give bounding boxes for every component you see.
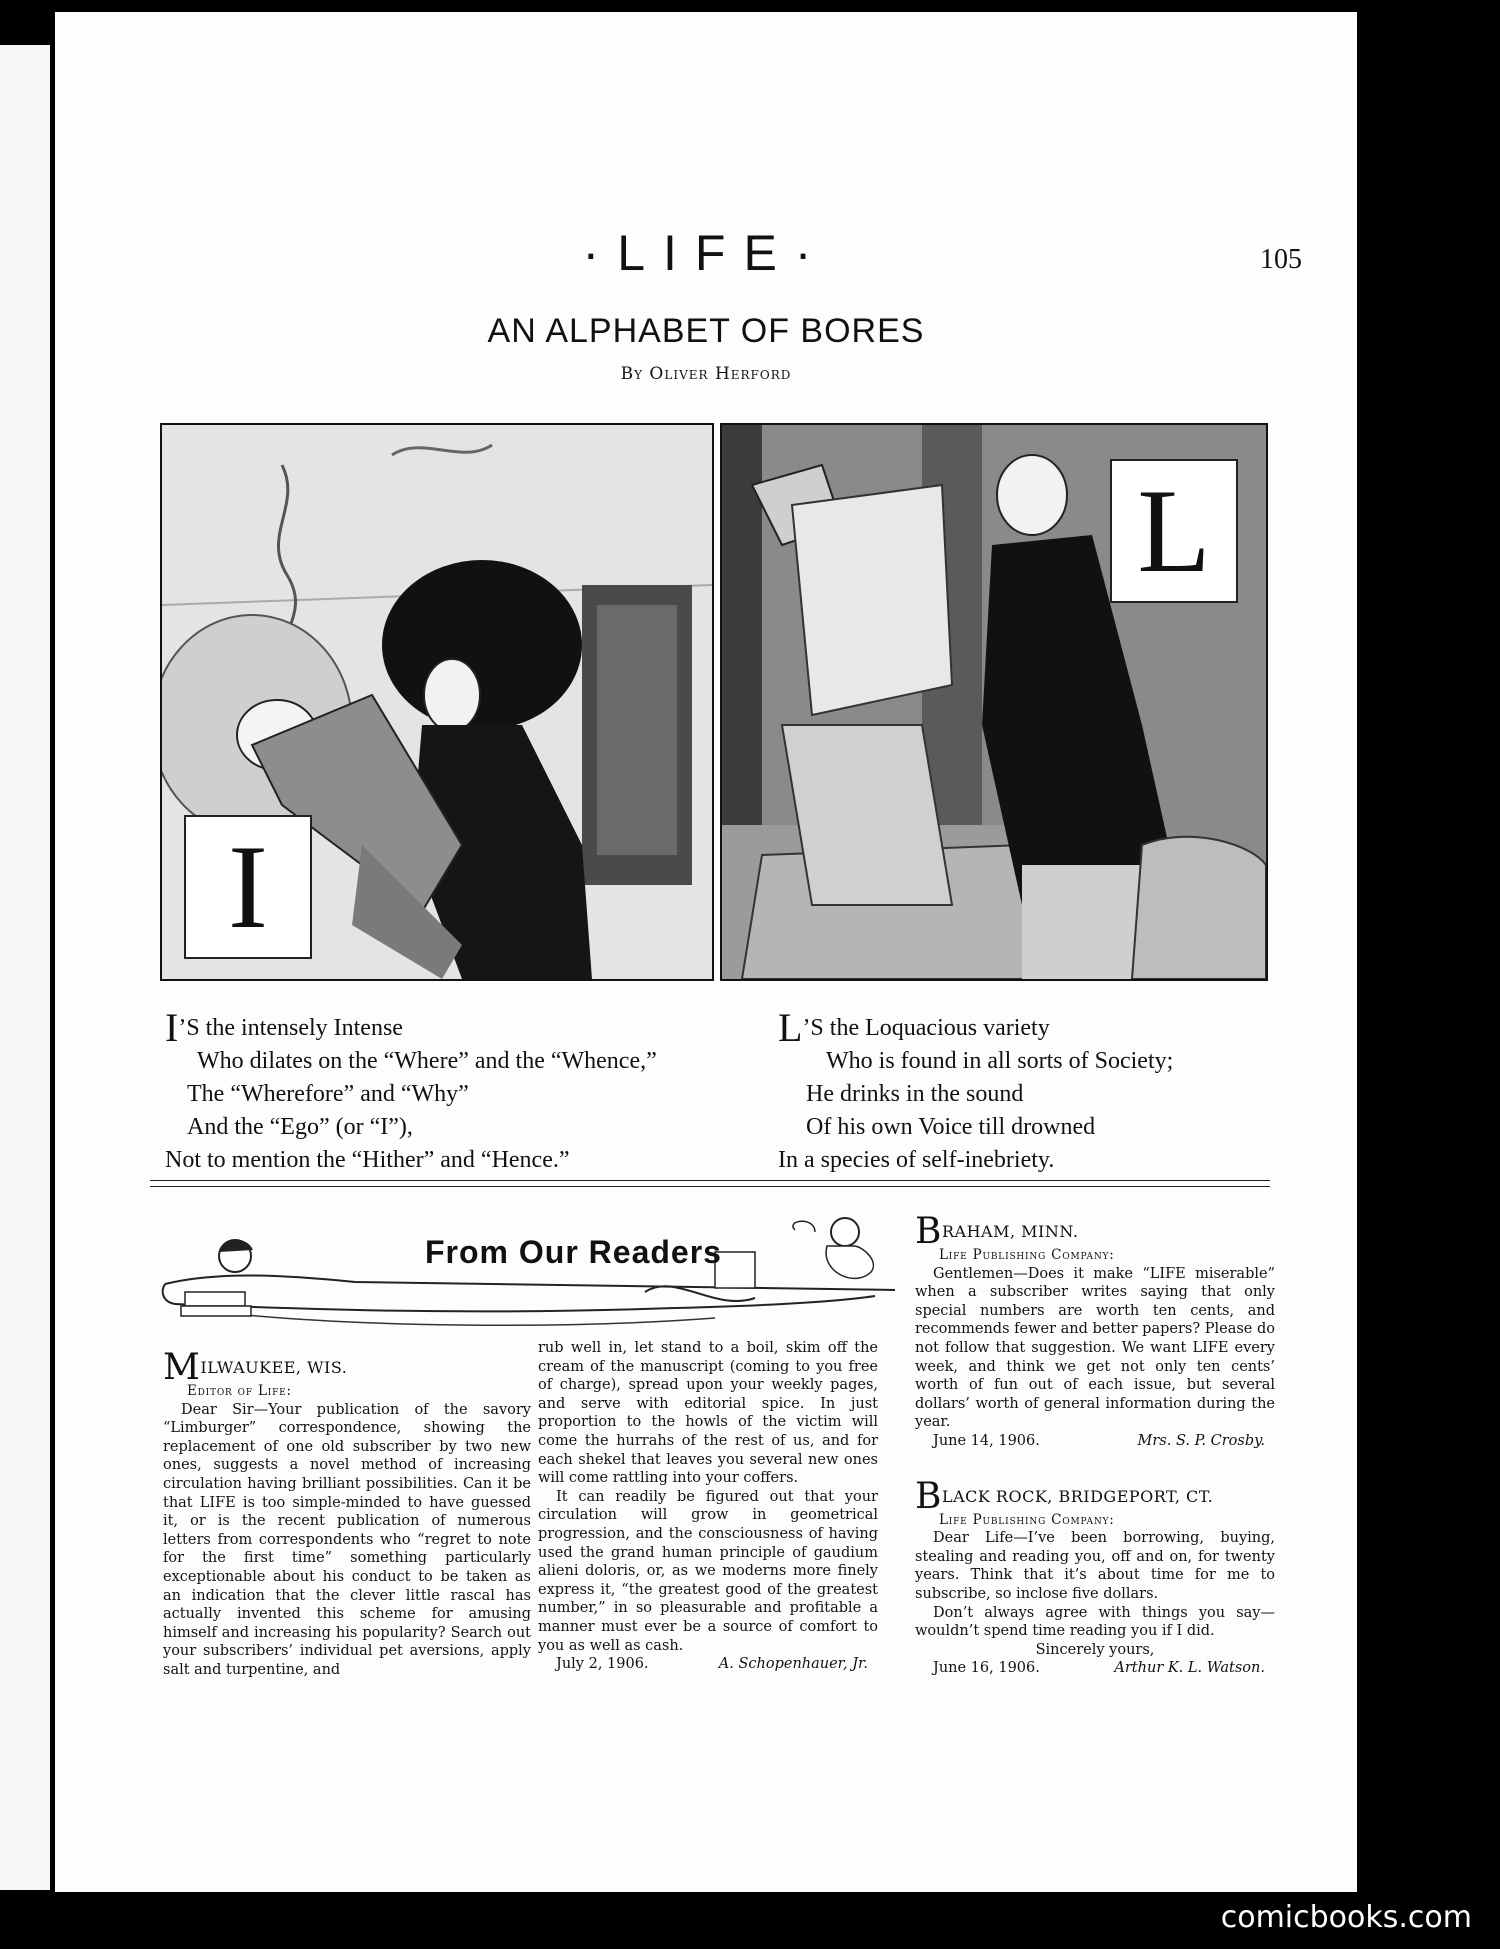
letter-date: June 14, 1906. (933, 1432, 1040, 1449)
letter-body: Don’t always agree with things you say—wouldn’t spend time reading you if I did. (915, 1604, 1275, 1640)
verse-line: He drinks in the sound (806, 1081, 1024, 1107)
previous-page-edge (0, 45, 50, 1890)
letter-body: Gentlemen—Does it make “LIFE miserable” when a subscriber writes saying that only special numbers are worth ten cents, and recommends fewer and better papers? Please do not follow that suggestion. We want LIFE every week, and think we get not only ten cents’ worth of fun out of each issue, but several dollars’ worth of general information during the year. (915, 1265, 1275, 1431)
verse-line: Not to mention the “Hither” and “Hence.” (165, 1147, 570, 1173)
verse-line: The “Wherefore” and “Why” (187, 1081, 469, 1107)
letter-milwaukee-continued (538, 1339, 878, 1674)
letter-signature: Arthur K. L. Watson. (1114, 1660, 1265, 1677)
letter-signature-line (915, 1432, 1275, 1451)
letter-body: It can readily be figured out that your circulation will grow in geometrical progression, and the consciousness of having used the grand human principle of gaudium alieni doloris, or, as we moderns more finely express it, “the greatest good of the greatest number,” in so pleasurable and profitable a manner must ever be a source of comfort to you as well as cash. (538, 1488, 878, 1654)
dateline-place: ILWAUKEE, WIS. (200, 1358, 348, 1377)
illustration-l-panel (720, 423, 1268, 981)
verse-line: In a species of self-inebriety. (778, 1147, 1055, 1173)
dateline-initial: B (915, 1475, 942, 1517)
verse-line: Who is found in all sorts of Society; (826, 1048, 1174, 1074)
readers-heading: From Our Readers (425, 1234, 722, 1270)
letter-date: July 2, 1906. (556, 1656, 649, 1673)
watermark: comicbooks.com (1211, 1896, 1482, 1939)
letter-body: Dear Life—I’ve been borrowing, buying, stealing and reading you, off and on, for twenty years. Think that it’s about time for me to subscribe, so inclose five dollars. (915, 1530, 1275, 1602)
readers-header-art (155, 1212, 905, 1337)
page-number: 105 (1260, 244, 1302, 275)
dateline-initial: M (163, 1347, 201, 1388)
verse-line: Of his own Voice till drowned (806, 1114, 1096, 1140)
letter-body: Dear Sir—Your publication of the savory “Limburger” correspondence, showing the replacement of one old subscriber by two new ones, suggests a novel method of increasing circulation having brilliant possibilities. Can it be that LIFE is too simple-minded to have guessed it, or is the recent publication of numerous letters from correspondents who “regret to note for the first time” something particularly exceptionable about his conduct to be taken as an indication that the clever little rascal has actually invented this scheme for amusing himself and increasing his popularity? Search out your subscribers’ individual pet aversions, apply salt and turpentine, and (163, 1401, 531, 1678)
verse-l-initial: L (778, 1005, 803, 1050)
salutation: Editor of Life: (187, 1383, 292, 1399)
verse-l (778, 1005, 1174, 1177)
masthead: ·LIFE· (582, 225, 830, 281)
letter-signature-line (538, 1655, 878, 1674)
dateline-place: LACK ROCK, BRIDGEPORT, CT. (941, 1486, 1214, 1506)
letters-right-column (915, 1211, 1275, 1678)
byline: By Oliver Herford (620, 364, 792, 384)
letter-signature-line (915, 1659, 1275, 1678)
letter-signature: Mrs. S. P. Crosby. (1137, 1432, 1265, 1449)
letter-signature: A. Schopenhauer, Jr. (718, 1656, 868, 1673)
letter-milwaukee (163, 1347, 531, 1680)
readers-header (155, 1212, 905, 1337)
verse-i-initial: I (165, 1005, 179, 1050)
letter-l-box: L (1110, 459, 1238, 603)
letter-i-box: I (184, 815, 312, 959)
article-title: AN ALPHABET OF BORES (487, 312, 925, 350)
salutation: Life Publishing Company: (939, 1247, 1115, 1263)
illustration-i-panel (160, 423, 714, 981)
salutation: Life Publishing Company: (939, 1511, 1115, 1528)
letter-date: June 16, 1906. (933, 1660, 1040, 1677)
verse-i (165, 1005, 657, 1177)
letter-body: rub well in, let stand to a boil, skim off the cream of the manuscript (coming to you free of charge), spread upon your weekly pages, and serve with editorial spice. In just proportion to the howls of the victim will come the hurrahs of the rest of us, and for each shekel that leaves you several new ones will come rattling into your coffers. (538, 1340, 878, 1487)
verse-line: ’S the Loquacious variety (802, 1015, 1050, 1041)
section-divider (150, 1186, 1270, 1187)
verse-line: Who dilates on the “Where” and the “Whence,” (197, 1048, 657, 1074)
dateline-initial: B (915, 1211, 942, 1252)
letter-closing: Sincerely yours, (1035, 1641, 1155, 1658)
section-divider (150, 1180, 1270, 1181)
verse-line: ’S the intensely Intense (178, 1015, 403, 1041)
dateline-place: RAHAM, MINN. (941, 1222, 1079, 1241)
magazine-page (55, 12, 1357, 1892)
verse-line: And the “Ego” (or “I”), (187, 1114, 413, 1140)
